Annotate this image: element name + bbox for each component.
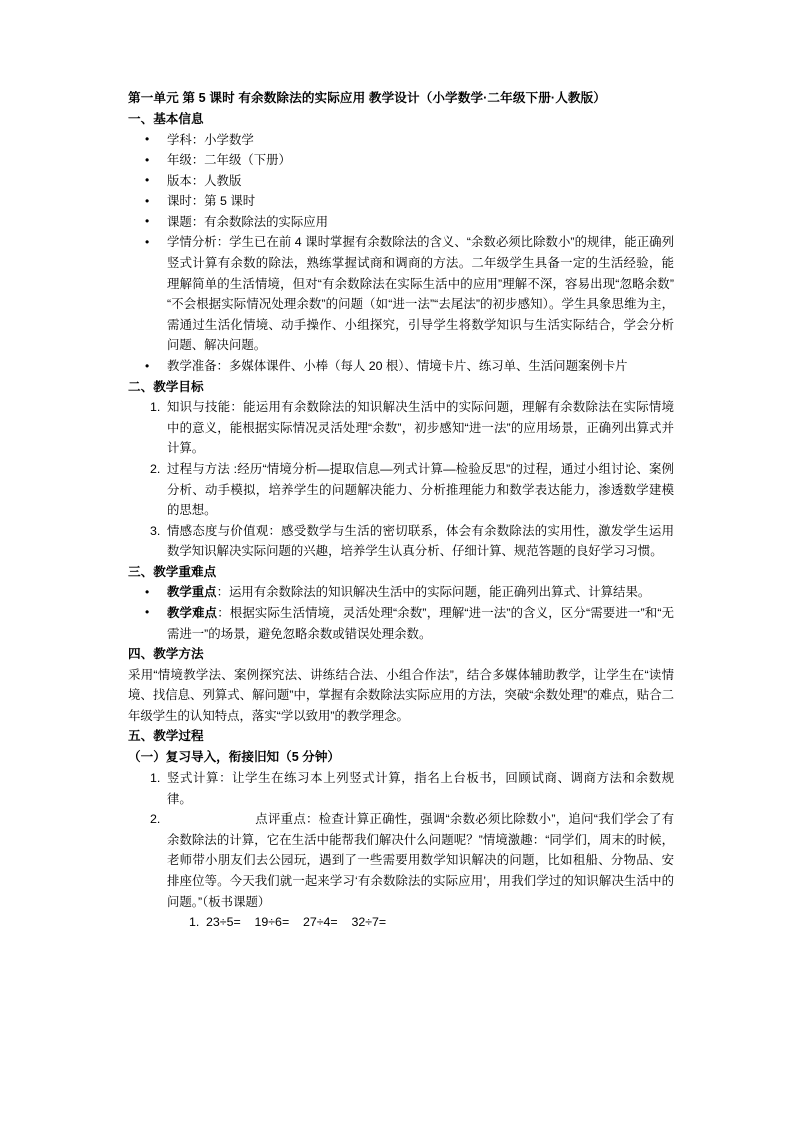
document-title: 第一单元 第 5 课时 有余数除法的实际应用 教学设计（小学数学·二年级下册·人教版） xyxy=(128,91,606,105)
section-heading-methods: 四、教学方法 xyxy=(128,647,204,662)
list-item: • 学科：小学数学 xyxy=(128,130,674,151)
list-item: • 版本：人教版 xyxy=(128,171,674,192)
basic-info-list xyxy=(128,130,674,377)
methods-paragraph: 采用“情境教学法、案例探究法、讲练结合法、小组合作法”，结合多媒体辅助教学，让学生在“读情境、找信息、列算式、解问题”中，掌握有余数除法实际应用的方法，突破“余数处理”的难点，贴合二年级学生的认知特点，落实“学以致用”的教学理念。 xyxy=(128,667,674,723)
list-item xyxy=(128,582,674,603)
section-heading-objectives: 二、教学目标 xyxy=(128,379,204,394)
document-content xyxy=(128,88,674,933)
objectives-list xyxy=(128,397,674,562)
list-item: • 年级：二年级（下册） xyxy=(128,150,674,171)
key-point-label: 教学重点 xyxy=(167,585,217,600)
key-point-text: ：根据实际生活情境，灵活处理“余数”，理解“进一法”的含义，区分“需要进一”和“无需进一”的场景，避免忽略余数或错误处理余数。 xyxy=(167,605,675,641)
list-item: 知识与技能：能运用有余数除法的知识解决生活中的实际问题，理解有余数除法在实际情境中的意义，能根据实际情况灵活处理“余数”，初步感知“进一法”的应用场景，正确列出算式并计算。 xyxy=(167,400,674,456)
key-points-list xyxy=(128,582,674,644)
key-point-text: ：运用有余数除法的知识解决生活中的实际问题，能正确列出算式、计算结果。 xyxy=(216,585,651,600)
list-item: • 课时：第 5 课时 xyxy=(128,191,674,212)
list-item xyxy=(128,809,674,912)
list-item: • 学情分析：学生已在前 4 课时掌握有余数除法的含义、“余数必须比除数小”的规律，能正确列竖式计算有余数的除法，熟练掌握试商和调商的方法。二年级学生具备一定的生活经验，能理解简单的生活情境，但对“有余数除法在实际生活中的应用”理解不深，容易出现“忽略余数”“不会根据实际情况处理余数”的问题（如“进一法”“去尾法”的初步感知）。学生具象思维为主，需通过生活化情境、动手操作、小组探究，引导学生将数学知识与生活实际结合，学会分析问题、解决问题。 xyxy=(128,232,674,356)
section-heading-process: 五、教学过程 xyxy=(128,729,204,744)
key-point-label: 教学难点 xyxy=(167,605,218,620)
list-item: • 课题：有余数除法的实际应用 xyxy=(128,212,674,233)
list-item: • 教学准备：多媒体课件、小棒（每人 20 根）、情境卡片、练习单、生活问题案例卡片 xyxy=(128,356,674,377)
exercise-list xyxy=(128,912,674,933)
list-item xyxy=(128,603,674,644)
section-heading-basic-info: 一、基本信息 xyxy=(128,112,204,126)
section-heading-key-points: 三、教学重难点 xyxy=(128,564,217,579)
list-item: 情感态度与价值观：感受数学与生活的密切联系，体会有余数除法的实用性，激发学生运用数学知识解决实际问题的兴趣，培养学生认真分析、仔细计算、规范答题的良好学习习惯。 xyxy=(167,523,674,559)
subsection-heading-review: （一）复习导入，衔接旧知（5 分钟） xyxy=(128,749,341,764)
list-item-text: 点评重点：检查计算正确性，强调“余数必须比除数小”，追问“我们学会了有余数除法的计算，它在生活中能帮我们解决什么问题呢？”情境激趣：“同学们，周末的时候，老师带小朋友们去公园玩，遇到了一些需要用数学知识解决的问题，比如租船、分物品、安排座位等。今天我们就一起来学习‘有余数除法的实际应用’，用我们学过的知识解决生活中的问题。”（板书课题） xyxy=(167,812,674,909)
process-step-list xyxy=(128,768,674,912)
list-item: 过程与方法 :经历“情境分析—提取信息—列式计算—检验反思”的过程，通过小组讨论、案例分析、动手模拟，培养学生的问题解决能力、分析推理能力和数学表达能力，渗透数学建模的思想。 xyxy=(167,461,674,518)
list-item xyxy=(128,912,674,933)
list-item: 竖式计算：让学生在练习本上列竖式计算，指名上台板书，回顾试商、调商方法和余数规律。 xyxy=(167,770,674,806)
exercise-expressions: 23÷5= 19÷6= 27÷4= 32÷7= xyxy=(206,915,387,930)
